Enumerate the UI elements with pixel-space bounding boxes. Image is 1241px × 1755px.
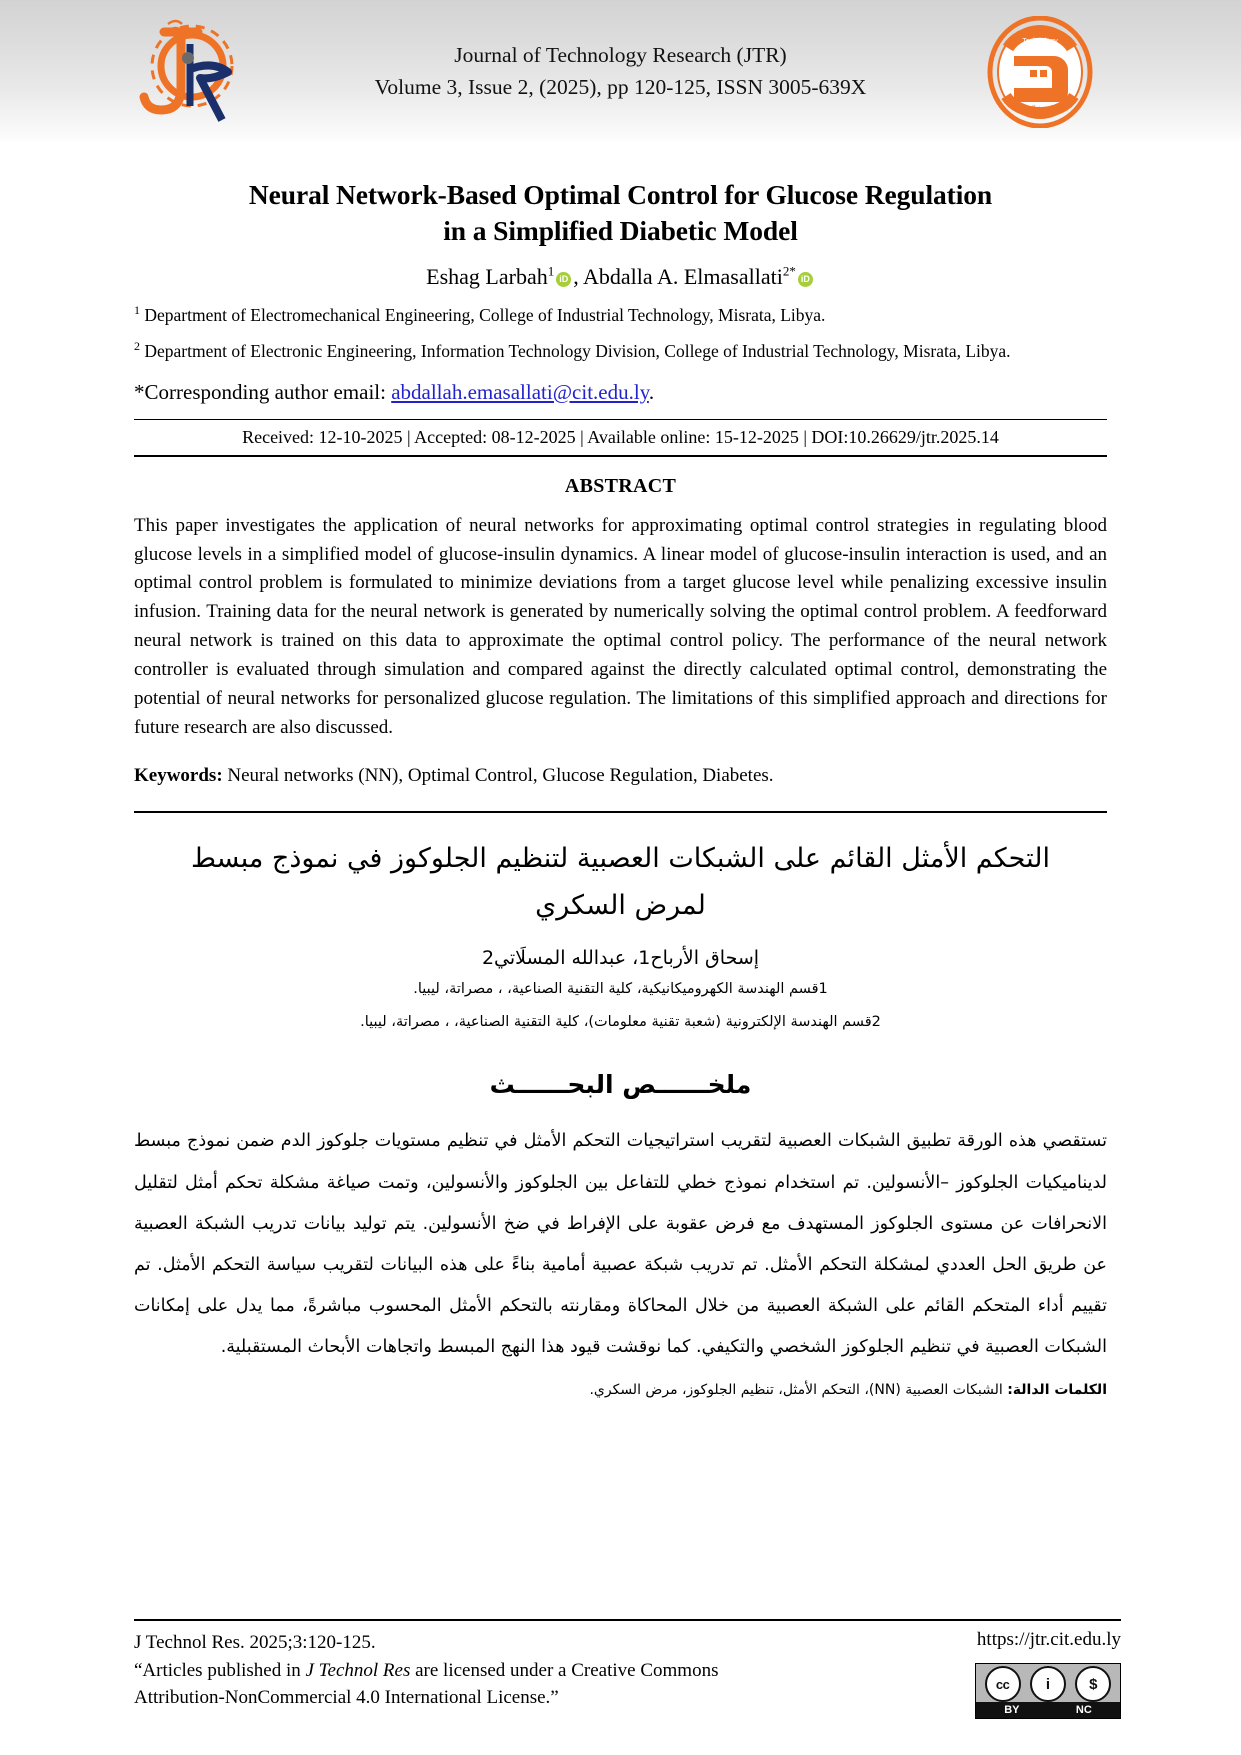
page-title	[134, 177, 1107, 249]
affiliation-1-text: Department of Electromechanical Engineering, College of Industrial Technology, Misrata, Libya.	[140, 304, 826, 325]
abstract-heading: ABSTRACT	[564, 474, 677, 497]
affiliation-2-marker: 2	[134, 339, 140, 354]
author-1-affiliation-marker: 1	[547, 263, 555, 279]
jtr-logo	[130, 14, 250, 132]
cc-by-label: BY	[1004, 1704, 1020, 1716]
creative-commons-badge[interactable]	[975, 1663, 1121, 1719]
orcid-icon[interactable]: iD	[556, 272, 571, 287]
corresponding-label: *Corresponding author email:	[134, 379, 392, 404]
affiliation-1-marker: 1	[134, 303, 140, 318]
affiliation-2-text: Department of Electronic Engineering, Information Technology Division, College of Industrial Technology, Misrata, Libya.	[140, 341, 1011, 362]
page-footer	[134, 1619, 1121, 1719]
author-separator: ,	[573, 263, 584, 289]
arabic-affiliation-1: 1قسم الهندسة الكهروميكانيكية، كلية التقنية الصناعية، ، مصراتة، ليبيا.	[413, 981, 828, 998]
arabic-keywords	[134, 1382, 1107, 1398]
arabic-title-line-2: لمرض السكري	[535, 889, 706, 921]
cc-nc-icon: $	[1075, 1666, 1111, 1702]
author-2-affiliation-marker: 2*	[782, 263, 796, 279]
footer-license-line-1	[134, 1657, 718, 1685]
author-name-1: Eshag Larbah	[426, 263, 548, 289]
abstract-text: This paper investigates the application of neural networks for approximating optimal control strategies in regulating blood glucose levels in a simplified model of glucose-insulin dynamics. A linear model of glucose-insulin interaction is used, and an optimal control problem is formulated to minimize deviations from a target glucose level while penalizing excessive insulin infusion. Training data for the neural network is generated by numerically solving the optimal control problem. A feedforward neural network is trained on this data to approximate the optimal control policy. The performance of the neural network controller is evaluated through simulation and compared against the directly calculated optimal control, demonstrating the potential of neural networks for personalized glucose regulation. The limitations of this simplified approach and directions for future research are also discussed.	[134, 514, 1107, 738]
corresponding-period: .	[648, 379, 655, 404]
author-name-2: Abdalla A. Elmasallati	[583, 263, 783, 289]
footer-left-block	[134, 1629, 718, 1712]
divider-below-dates	[134, 455, 1107, 457]
corresponding-author	[134, 380, 1107, 405]
footer-citation: J Technol Res. 2025;3:120-125.	[134, 1632, 376, 1653]
footer-right-block	[975, 1629, 1121, 1719]
title-line-1: Neural Network-Based Optimal Control for Glucose Regulation	[248, 179, 993, 210]
arabic-author-list: إسحاق الأرباح1، عبدالله المسلَاتي2	[481, 947, 760, 970]
arabic-title-line-1: التحكم الأمثل القائم على الشبكات العصبية لتنظيم الجلوكوز في نموذج مبسط	[190, 842, 1050, 874]
title-line-2: in a Simplified Diabetic Model	[443, 214, 798, 246]
affiliation-1	[134, 302, 1107, 327]
keywords	[134, 765, 1107, 787]
arabic-keywords-value: الشبكات العصبية (NN)، التحكم الأمثل، تنظيم الجلوكوز، مرض السكري.	[589, 1382, 1008, 1399]
footer-divider	[134, 1619, 1121, 1621]
divider-arabic-section	[134, 811, 1107, 813]
arabic-keywords-label: الكلمات الدالة:	[1007, 1382, 1107, 1399]
arabic-affiliation-2: 2قسم الهندسة الإلكترونية (شعبة تقنية معلومات)، كلية التقنية الصناعية، ، مصراتة، ليبيا.	[360, 1013, 881, 1030]
keywords-label: Keywords:	[134, 764, 223, 786]
arabic-title	[134, 835, 1107, 930]
journal-name: Journal of Technology Research (JTR)	[454, 43, 787, 68]
footer-license-line-2: Attribution-NonCommercial 4.0 International License.”	[134, 1687, 559, 1709]
svg-text:كلية التقنية الصناعية: كلية التقنية الصناعية	[1013, 104, 1067, 112]
publication-dates: Received: 12-10-2025 | Accepted: 08-12-2025 | Available online: 15-12-2025 | DOI:10.26629/jtr.2025.14	[242, 426, 999, 447]
masthead	[0, 0, 1241, 143]
author-list	[134, 263, 1107, 292]
cc-nc-label: NC	[1075, 1704, 1092, 1716]
license-text-part-1: “Articles published in	[134, 1659, 306, 1681]
college-of-industrial-technology-logo	[984, 16, 1096, 128]
arabic-abstract-heading: ملخــــــص البحــــــث	[489, 1070, 752, 1100]
journal-url[interactable]: https://jtr.cit.edu.ly	[976, 1629, 1121, 1650]
cc-by-icon: i	[1030, 1666, 1066, 1702]
page-content	[0, 177, 1241, 1398]
cc-icon: cc	[985, 1666, 1021, 1702]
license-journal-name: J Technol Res	[305, 1659, 411, 1681]
affiliation-2	[134, 338, 1107, 363]
corresponding-email-link[interactable]: abdallah.emasallati@cit.edu.ly	[391, 379, 649, 404]
license-text-part-2: are licensed under a Creative Commons	[410, 1659, 719, 1681]
svg-text:Technology: Technology	[1022, 38, 1058, 45]
keywords-value: Neural networks (NN), Optimal Control, Glucose Regulation, Diabetes.	[222, 764, 774, 786]
orcid-icon[interactable]: iD	[798, 272, 813, 287]
masthead-title	[375, 40, 867, 102]
volume-issue: Volume 3, Issue 2, (2025), pp 120-125, ISSN 3005-639X	[374, 74, 867, 99]
arabic-abstract-text: تستقصي هذه الورقة تطبيق الشبكات العصبية لتقريب استراتيجيات التحكم الأمثل في تنظيم مستويات جلوكوز الدم ضمن نموذج مبسط لديناميكيات الجلوكوز –الأنسولين. تم استخدام نموذج خطي للتفاعل بين الجلوكوز والأنسولين، وتمت صياغة مشكلة تحكم أمثل لتقليل الانحرافات عن مستوى الجلوكوز المستهدف مع فرض عقوبة على الإفراط في ضخ الأنسولين. يتم توليد بيانات تدريب الشبكة العصبية عن طريق الحل العددي لمشكلة التحكم الأمثل. تم تدريب شبكة عصبية أمامية بناءً على هذه البيانات لتقريب سياسة التحكم الأمثل. تم تقييم أداء المتحكم القائم على الشبكة العصبية من خلال المحاكاة ومقارنته بالتحكم الأمثل المحسوب مباشرةً، مما يدل على إمكانات الشبكات العصبية في تنظيم الجلوكوز الشخصي والتكيفي. كما نوقشت قيود هذا النهج المبسط واتجاهات الأبحاث المستقبلية.	[134, 1131, 1107, 1358]
